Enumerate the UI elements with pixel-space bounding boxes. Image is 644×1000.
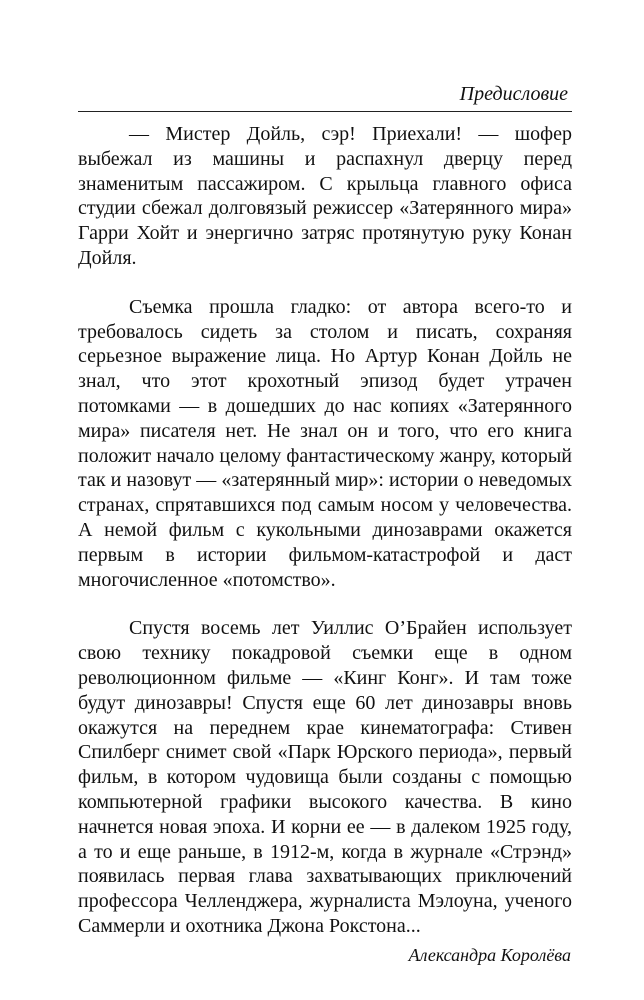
book-page	[78, 82, 572, 967]
paragraph-3: Спустя восемь лет Уиллис О’Брайен использует свою технику покадровой съемки еще в одном революционном фильме — «Кинг Конг». И там тоже будут динозавры! Спустя еще 60 лет динозавры вновь окажутся на переднем крае кинематографа: Стивен Спилберг снимет свой «Парк Юрского периода», первый фильм, в котором чудовища были созданы с помощью компьютерной графики высокого качества. В кино начнется новая эпоха. И корни ее — в далеком 1925 году, а то и еще раньше, в 1912-м, когда в журнале «Стрэнд» появилась первая глава захватывающих приключений профессора Челленджера, журналиста Мэлоуна, ученого Саммерли и охотника Джона Рокстона...	[78, 617, 572, 937]
body-text	[78, 122, 572, 939]
running-header: Предисловие	[459, 83, 568, 105]
paragraph-2: Съемка прошла гладко: от автора всего-то и требовалось сидеть за столом и писать, сохраняя серьезное выражение лица. Но Артур Конан Дойль не знал, что этот крохотный эпизод будет утрачен потомками — в дошедших до нас копиях «Затерянного мира» писателя нет. Не знал он и того, что его книга положит начало целому фантастическому жанру, который так и назовут — «затерянный мир»: истории о неведомых странах, спрятавшихся под самым носом у человечества. А немой фильм с кукольными динозаврами окажется первым в истории фильмом-катастрофой и даст многочисленное «потомство».	[78, 295, 572, 591]
author-signature: Александра Королёва	[408, 944, 571, 965]
header-rule	[78, 111, 572, 112]
paragraph-1: — Мистер Дойль, сэр! Приехали! — шофер выбежал из машины и распахнул дверцу перед знаменитым пассажиром. С крыльца главного офиса студии сбежал долговязый режиссер «Затерянного мира» Гарри Хойт и энергично затряс протянутую руку Конан Дойля.	[78, 123, 572, 269]
